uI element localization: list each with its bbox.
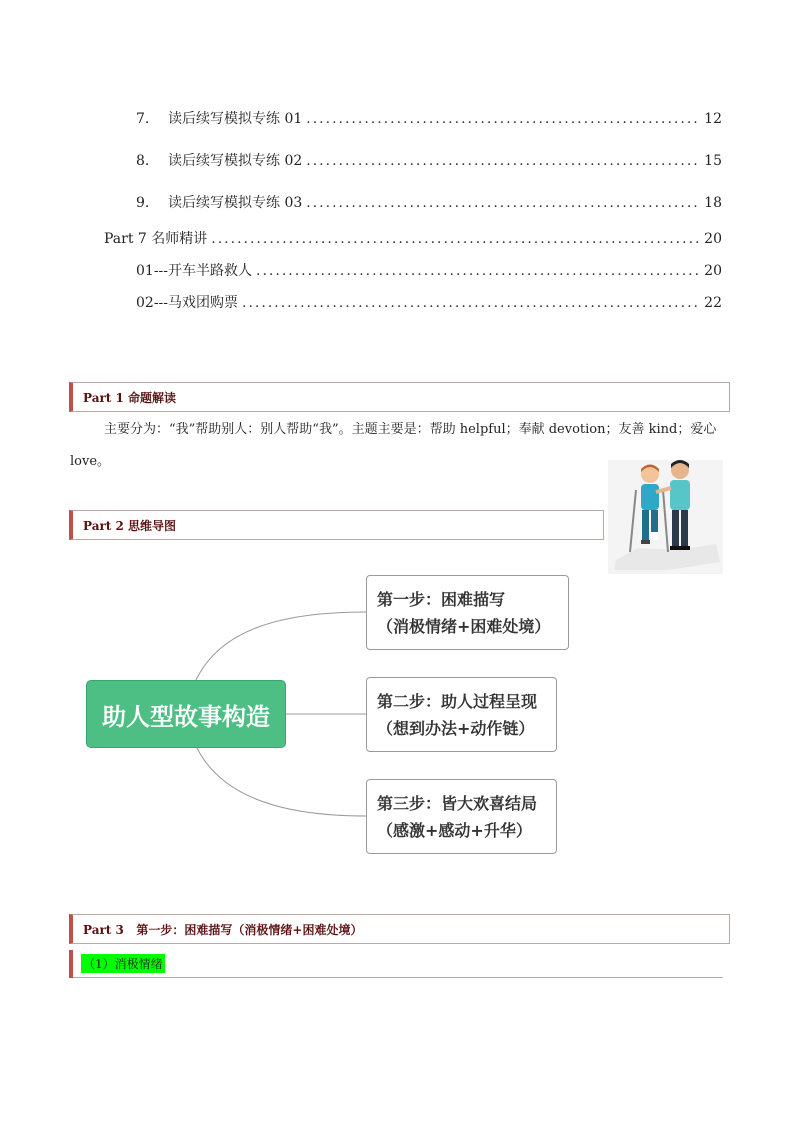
- part3-heading: Part 3 第一步：困难描写（消极情绪+困难处境）: [69, 914, 730, 944]
- toc-page-number: 15: [704, 153, 722, 169]
- part1-paragraph-line2: love。: [70, 454, 111, 469]
- toc-leader-dots: [242, 295, 700, 311]
- toc-label: Part 7 名师精讲: [104, 231, 208, 247]
- toc-number: 7.: [136, 111, 150, 127]
- toc-leader-dots: [211, 231, 700, 247]
- part3-subheading: [69, 950, 723, 978]
- node-title: 第一步：困难描写: [377, 590, 506, 609]
- part1-heading: Part 1 命题解读: [69, 382, 730, 412]
- mind-map: [0, 560, 794, 870]
- toc-number: 9.: [136, 195, 150, 211]
- part1-paragraph-line1: 主要分为：“我”帮助别人：别人帮助“我”。主题主要是：帮助 helpful；奉献 devotion；友善 kind；爱心: [104, 422, 717, 437]
- node-subtitle: （感激+感动+升华）: [377, 821, 532, 840]
- toc-label: 01---开车半路救人: [136, 263, 253, 279]
- toc-page-number: 18: [704, 195, 722, 211]
- toc-page-number: 20: [704, 231, 722, 247]
- toc-entry-01[interactable]: [136, 260, 722, 280]
- toc-page-number: 22: [704, 295, 722, 311]
- subheading-accent-bar: [69, 950, 73, 978]
- mind-map-node-step3: [366, 779, 557, 854]
- node-title: 第三步：皆大欢喜结局: [377, 794, 538, 813]
- node-subtitle: （消极情绪+困难处境）: [377, 617, 551, 636]
- toc-entry-part7[interactable]: [104, 228, 722, 248]
- toc-label: 读后续写模拟专练 03: [168, 195, 303, 211]
- toc-entry-02[interactable]: [136, 292, 722, 312]
- part2-heading: Part 2 思维导图: [69, 510, 604, 540]
- helping-people-illustration: [608, 460, 723, 574]
- mind-map-node-step2: [366, 677, 557, 752]
- toc-page-number: 20: [704, 263, 722, 279]
- toc-leader-dots: [256, 263, 700, 279]
- toc-label: 读后续写模拟专练 02: [168, 153, 303, 169]
- toc-entry-9[interactable]: [136, 192, 722, 212]
- node-title: 第二步：助人过程呈现: [377, 692, 538, 711]
- toc-leader-dots: [306, 195, 700, 211]
- toc-leader-dots: [306, 153, 700, 169]
- toc-leader-dots: [306, 111, 700, 127]
- mind-map-root: 助人型故事构造: [86, 680, 286, 748]
- node-subtitle: （想到办法+动作链）: [377, 719, 535, 738]
- toc-page-number: 12: [704, 111, 722, 127]
- toc-entry-7[interactable]: [136, 108, 722, 128]
- toc-label: 02---马戏团购票: [136, 295, 239, 311]
- toc-entry-8[interactable]: [136, 150, 722, 170]
- mind-map-node-step1: [366, 575, 569, 650]
- toc-label: 读后续写模拟专练 01: [168, 111, 303, 127]
- toc-number: 8.: [136, 153, 150, 169]
- highlighted-subheading: （1）消极情绪: [81, 954, 165, 973]
